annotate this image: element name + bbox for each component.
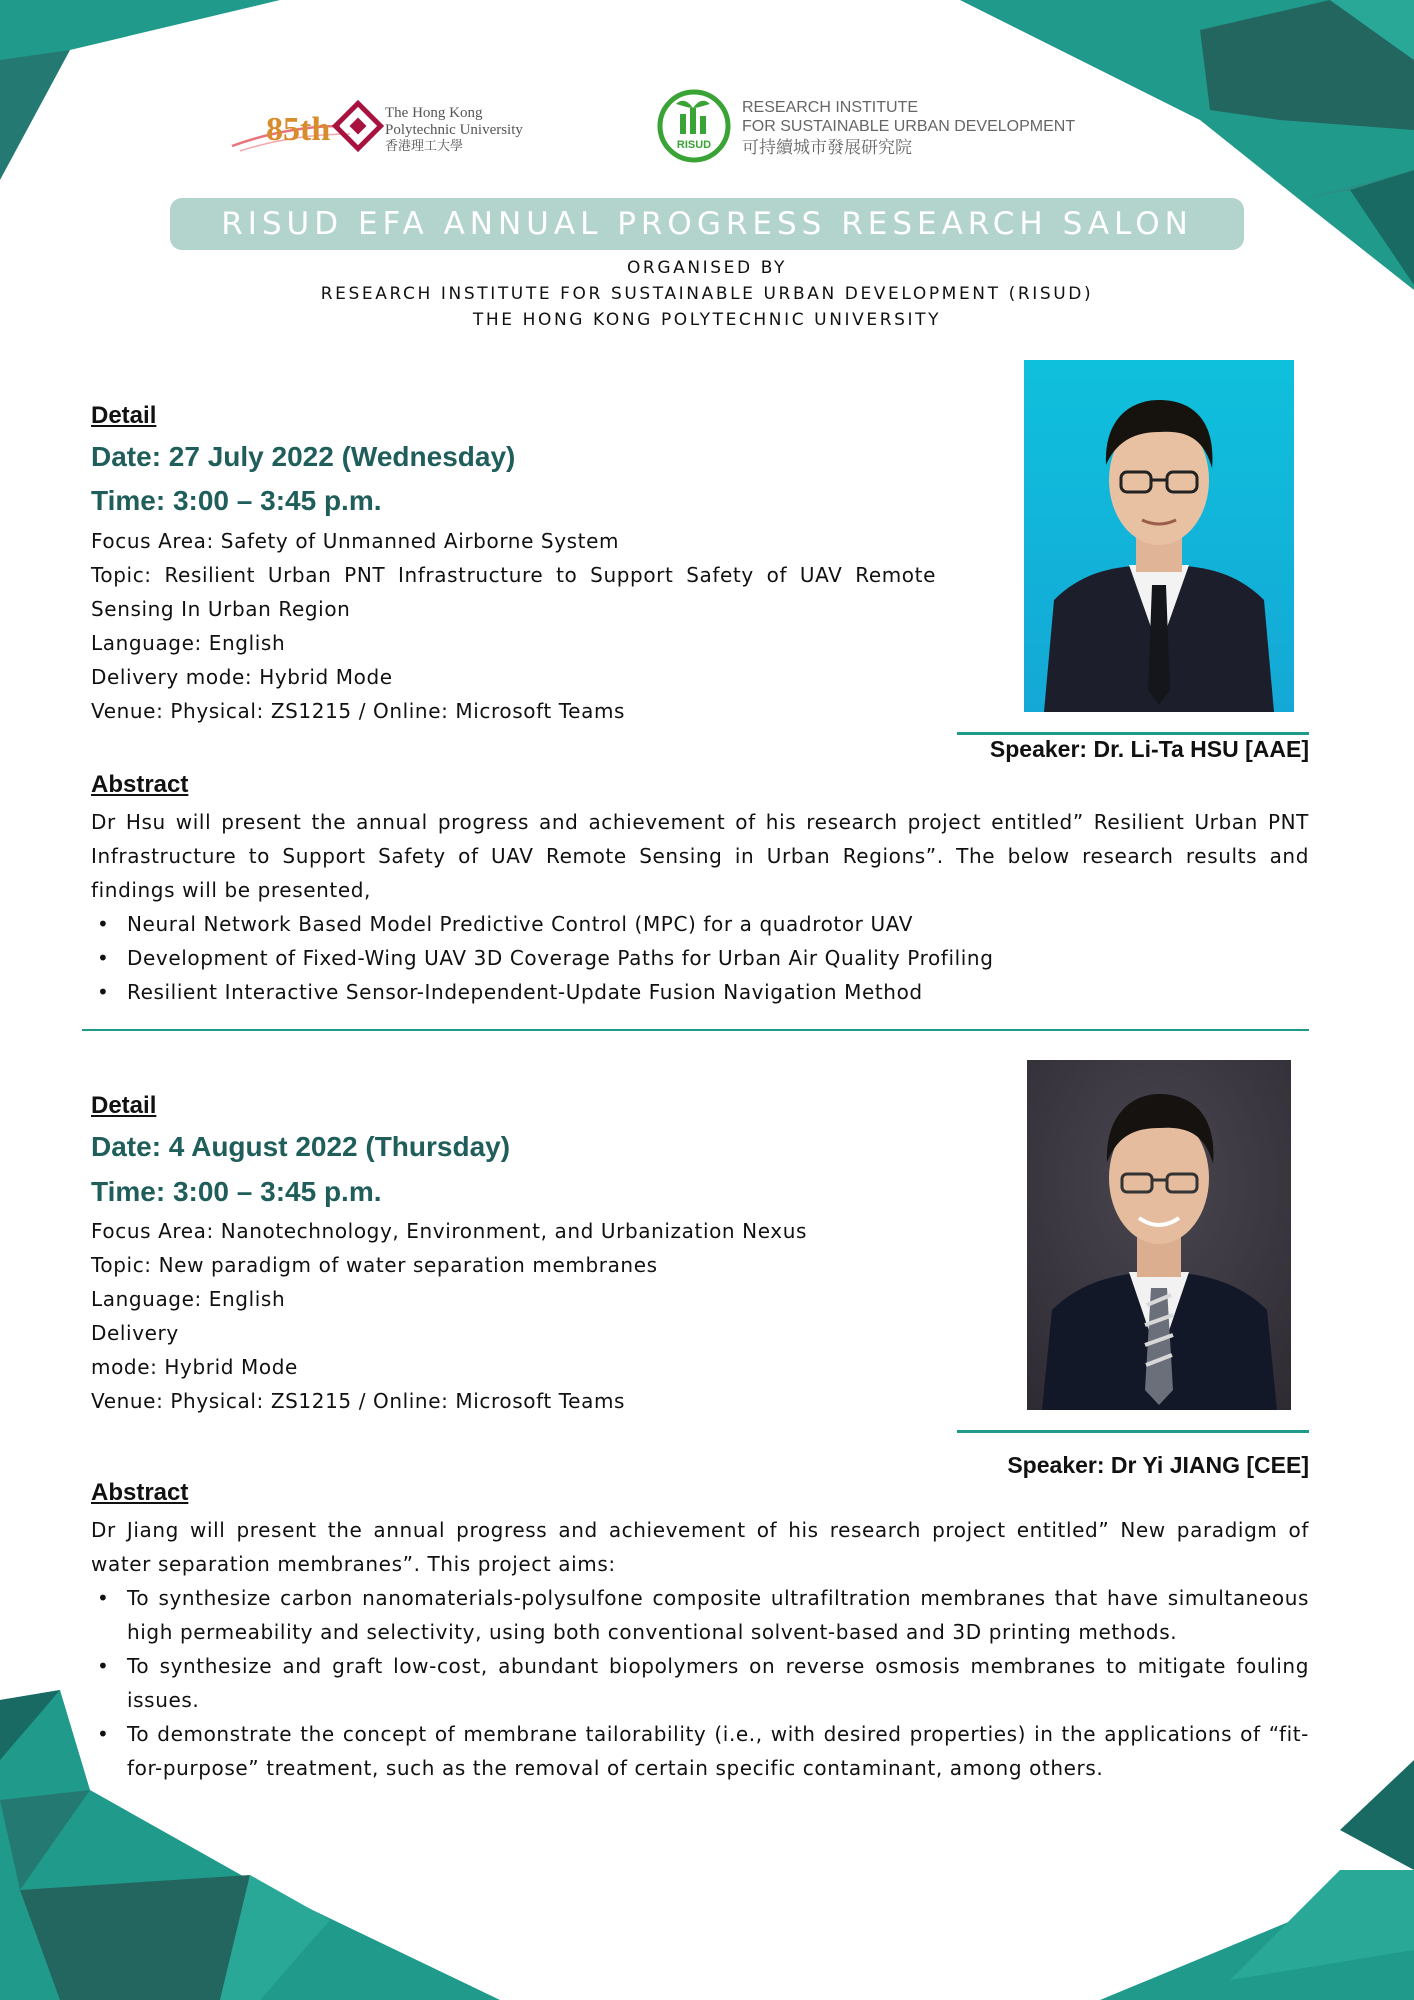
risud-line2: FOR SUSTAINABLE URBAN DEVELOPMENT <box>742 118 1076 135</box>
section-divider <box>82 1029 1309 1031</box>
session1-bullet: • Resilient Interactive Sensor-Independent-Update Fusion Navigation Method <box>91 975 1309 1009</box>
session1-date: Date: 27 July 2022 (Wednesday) <box>91 441 516 472</box>
risud-badge-text: RISUD <box>676 139 712 151</box>
risud-logo <box>656 88 1076 166</box>
session1-bullet: • Neural Network Based Model Predictive Control (MPC) for a quadrotor UAV <box>91 907 1309 941</box>
session2-delivery-1: Delivery <box>91 1321 179 1345</box>
anniversary-text: 85th <box>266 111 331 148</box>
session2-date: Date: 4 August 2022 (Thursday) <box>91 1131 511 1162</box>
polyu-name-chinese: 香港理工大學 <box>385 139 464 154</box>
session2-info <box>91 1214 936 1418</box>
speaker1-photo <box>1024 360 1294 712</box>
session2-time: Time: 3:00 – 3:45 p.m. <box>91 1176 382 1207</box>
speaker2-name: Speaker: Dr Yi JIANG [CEE] <box>1007 1452 1309 1478</box>
polyu-name-line2: Polytechnic University <box>385 122 523 138</box>
speaker2-rule <box>957 1430 1309 1433</box>
speaker1-rule <box>957 732 1309 735</box>
risud-emblem-icon <box>660 92 728 160</box>
session2-bullet: • To synthesize and graft low-cost, abundant biopolymers on reverse osmosis membranes to mitigate fouling issues. <box>91 1649 1309 1717</box>
risud-line1: RESEARCH INSTITUTE <box>742 99 919 116</box>
session2-abstract <box>91 1513 1309 1785</box>
session2-detail-heading: Detail <box>91 1092 157 1119</box>
session1-abstract-text: Dr Hsu will present the annual progress and achievement of his research project entitled” Resilient Urban PNT Infrastructure to Support Safety of UAV Remote Sensing in Urban Regions”. The below research results and findings will be presented, <box>91 810 1309 902</box>
session1-detail-heading: Detail <box>91 402 157 429</box>
session2-bullet: • To demonstrate the concept of membrane tailorability (i.e., with desired properties) in the applications of “fit-for-purpose” treatment, such as the removal of certain specific contaminant, among others. <box>91 1717 1309 1785</box>
organiser-line2: THE HONG KONG POLYTECHNIC UNIVERSITY <box>472 310 942 330</box>
session1-topic: Topic: Resilient Urban PNT Infrastructure to Support Safety of UAV Remote Sensing In Urban Region <box>91 563 936 621</box>
session2-focus: Focus Area: Nanotechnology, Environment, and Urbanization Nexus <box>91 1219 808 1243</box>
session2-venue: Venue: Physical: ZS1215 / Online: Microsoft Teams <box>91 1389 626 1413</box>
session1-delivery: Delivery mode: Hybrid Mode <box>91 665 393 689</box>
session1-bullet: • Development of Fixed-Wing UAV 3D Coverage Paths for Urban Air Quality Profiling <box>91 941 1309 975</box>
organiser-line1: RESEARCH INSTITUTE FOR SUSTAINABLE URBAN DEVELOPMENT (RISUD) <box>320 284 1094 304</box>
event-banner-title: RISUD EFA ANNUAL PROGRESS RESEARCH SALON <box>170 198 1244 250</box>
session1-focus: Focus Area: Safety of Unmanned Airborne System <box>91 529 620 553</box>
session2-language: Language: English <box>91 1287 286 1311</box>
session1-abstract-heading: Abstract <box>91 771 189 798</box>
risud-line3: 可持續城市發展研究院 <box>742 138 912 158</box>
session1-language: Language: English <box>91 631 286 655</box>
speaker2-photo <box>1027 1060 1291 1410</box>
session2-bullet: • To synthesize carbon nanomaterials-polysulfone composite ultrafiltration membranes that have simultaneous high permeability and selectivity, using both conventional solvent-based and 3D printing methods. <box>91 1581 1309 1649</box>
polyu-name-line1: The Hong Kong <box>385 105 483 121</box>
session2-abstract-heading: Abstract <box>91 1479 189 1506</box>
speaker1-name: Speaker: Dr. Li-Ta HSU [AAE] <box>989 736 1309 762</box>
session1-info <box>91 524 936 728</box>
polyu-emblem-icon <box>335 103 380 148</box>
polyu-logo <box>230 96 590 156</box>
session2-topic: Topic: New paradigm of water separation membranes <box>91 1253 658 1277</box>
session1-time: Time: 3:00 – 3:45 p.m. <box>91 485 382 516</box>
session1-abstract <box>91 805 1309 1009</box>
session2-abstract-text: Dr Jiang will present the annual progress and achievement of his research project entitled” New paradigm of water separation membranes”. This project aims: <box>91 1518 1309 1576</box>
organised-by-label: ORGANISED BY <box>626 258 788 278</box>
session1-venue: Venue: Physical: ZS1215 / Online: Microsoft Teams <box>91 699 626 723</box>
session2-delivery-2: mode: Hybrid Mode <box>91 1355 298 1379</box>
